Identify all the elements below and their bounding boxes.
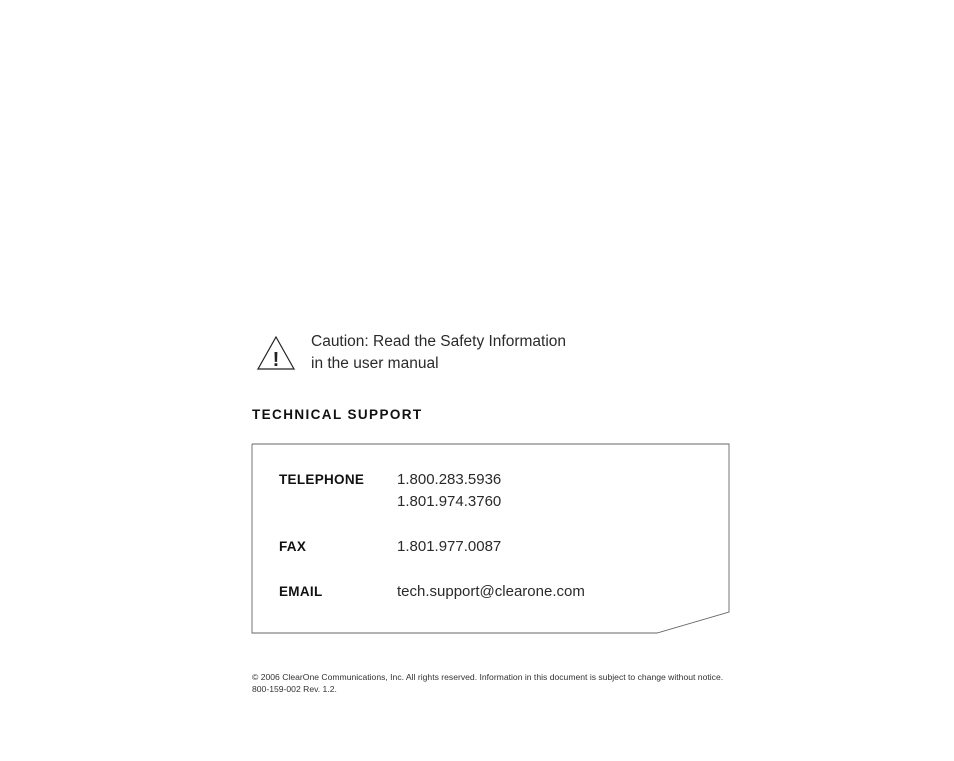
caution-text (311, 331, 566, 375)
technical-support-heading: TECHNICAL SUPPORT (252, 407, 423, 422)
copyright-notice: © 2006 ClearOne Communications, Inc. All rights reserved. Information in this document is subject to change without notice. 800-159-002 Rev. 1.2. (252, 672, 724, 694)
telephone-label: TELEPHONE (279, 472, 365, 487)
fax-label: FAX (279, 539, 307, 554)
telephone-number-1[interactable]: 1.800.283.5936 (397, 471, 502, 488)
email-label: EMAIL (279, 584, 323, 599)
telephone-number-2[interactable]: 1.801.974.3760 (397, 493, 502, 510)
fax-number: 1.801.977.0087 (397, 538, 502, 555)
caution-notice (256, 330, 616, 378)
caution-line-1: Caution: Read the Safety Information (311, 333, 567, 350)
caution-line-2: in the user manual (311, 355, 439, 372)
warning-triangle-icon (256, 335, 296, 371)
warning-exclamation-glyph: ! (272, 349, 280, 371)
email-address-link[interactable]: tech.support@clearone.com (397, 583, 585, 600)
technical-support-box (251, 443, 730, 635)
